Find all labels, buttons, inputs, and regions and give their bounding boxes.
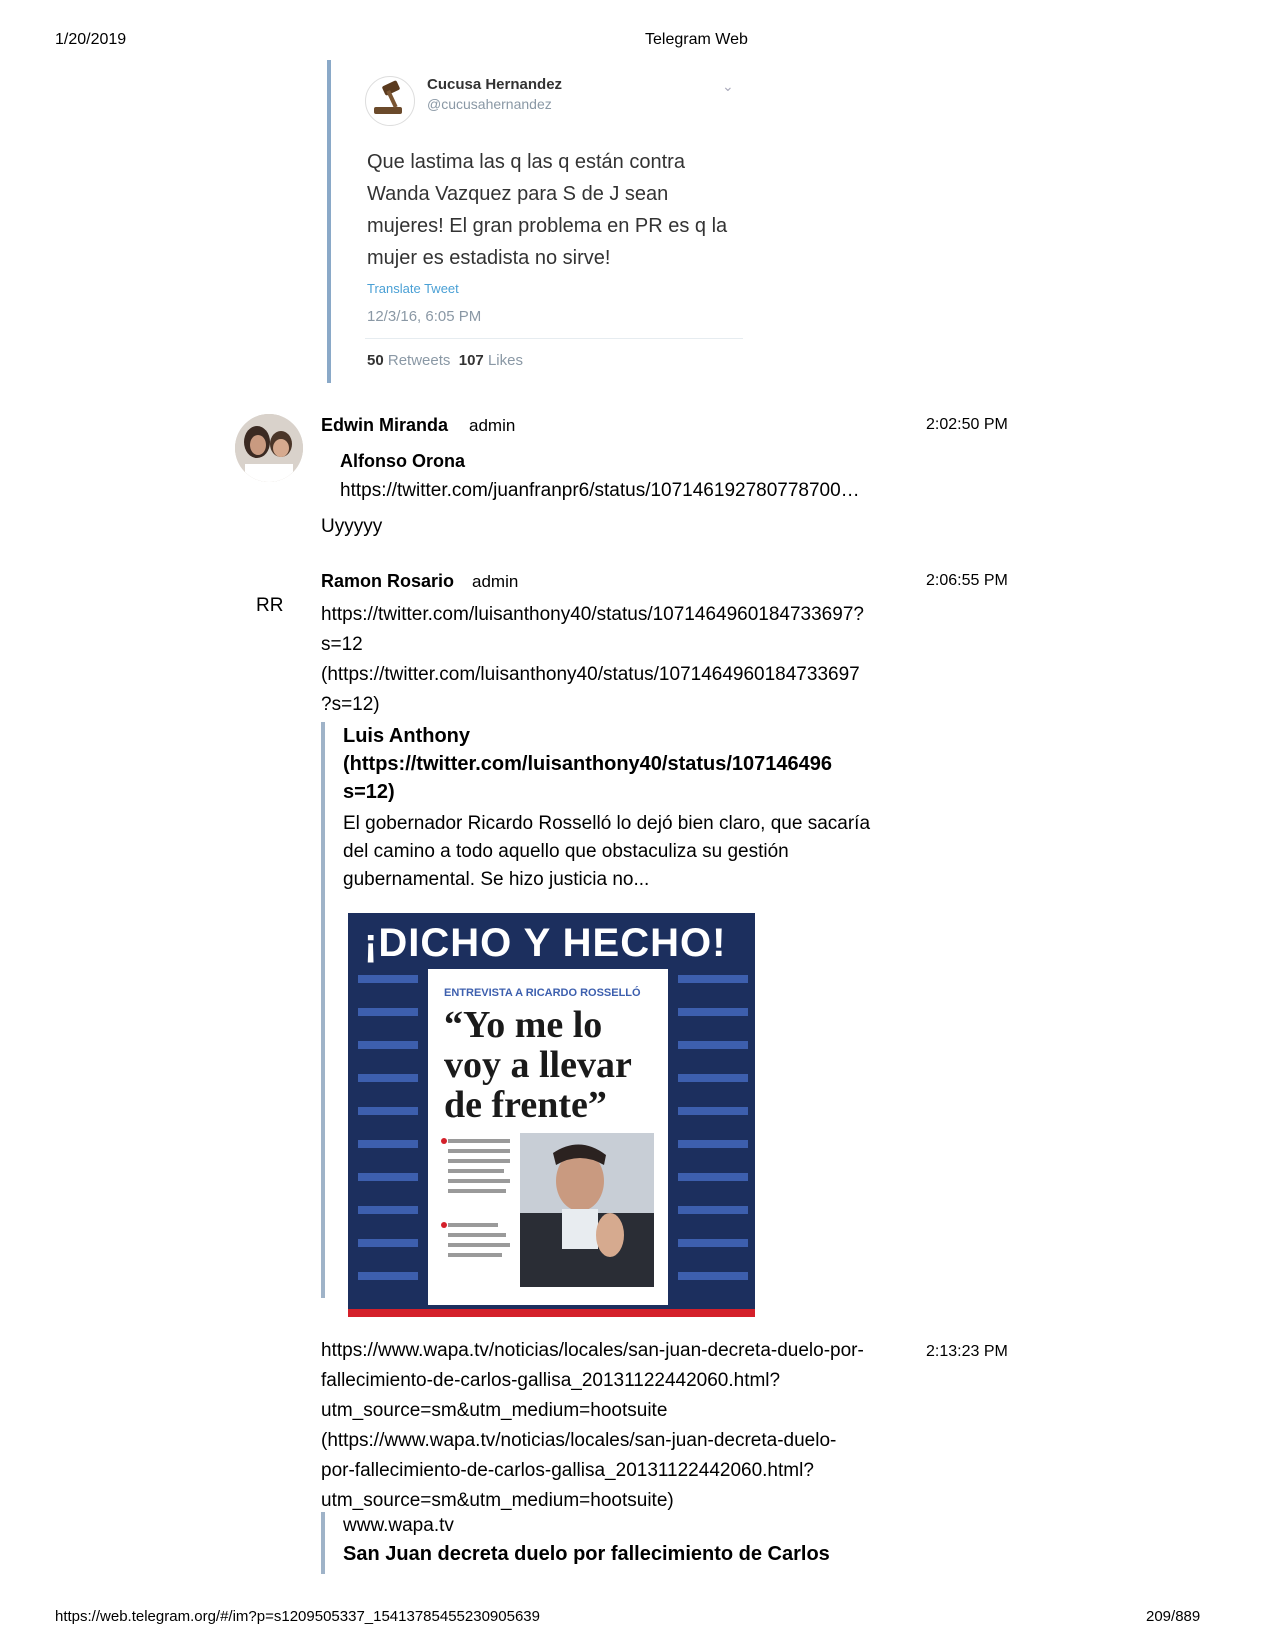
link-preview-image[interactable] (348, 913, 755, 1317)
tweet-card (365, 64, 745, 384)
sender-name[interactable]: Ramon Rosario (321, 571, 455, 591)
text-line: https://twitter.com/luisanthony40/status/1071464960184733697? (321, 604, 864, 625)
message-time: 2:13:23 PM (926, 1343, 1008, 1360)
text-line: por-fallecimiento-de-carlos-gallisa_20131122442060.html? (321, 1460, 814, 1481)
avatar-initials[interactable]: RR (256, 595, 284, 616)
link-preview-title[interactable]: San Juan decreta duelo por fallecimiento de Carlos (343, 1543, 830, 1565)
message-text: Uyyyyy (321, 516, 383, 537)
link-preview-title[interactable] (343, 722, 923, 806)
tweet-stats (367, 352, 523, 369)
text-line: fallecimiento-de-carlos-gallisa_20131122442060.html? (321, 1370, 781, 1391)
chevron-down-icon: ⌄ (722, 78, 734, 94)
preview-title-line: Luis Anthony (343, 725, 471, 747)
translate-tweet-link[interactable]: Translate Tweet (367, 281, 459, 296)
retweets-label: Retweets (387, 352, 451, 369)
print-title: Telegram Web (645, 31, 748, 48)
quote-line: de frente” (444, 1084, 607, 1126)
text-line: utm_source=sm&utm_medium=hootsuite) (321, 1490, 674, 1511)
reply-text[interactable]: https://twitter.com/juanfranpr6/status/107146192780778700… (340, 480, 860, 501)
message-link-text[interactable] (321, 1336, 921, 1516)
tweet-author-name: Cucusa Hernandez (427, 76, 563, 93)
quote-line: voy a llevar (444, 1044, 632, 1086)
sender-name[interactable]: Edwin Miranda (321, 415, 449, 435)
text-line: https://www.wapa.tv/noticias/locales/san-juan-decreta-duelo-por- (321, 1340, 864, 1361)
reply-author[interactable]: Alfonso Orona (340, 451, 465, 471)
link-preview-description (343, 810, 923, 894)
quote-bar (321, 722, 325, 1298)
image-kicker: ENTREVISTA A RICARDO ROSSELLÓ (444, 987, 641, 999)
text-line: ?s=12) (321, 694, 380, 715)
text-line: (https://www.wapa.tv/noticias/locales/san-juan-decreta-duelo- (321, 1430, 837, 1451)
message-time: 2:02:50 PM (926, 416, 1008, 433)
quote-line: “Yo me lo (444, 1004, 603, 1046)
print-date: 1/20/2019 (55, 31, 127, 48)
admin-badge: admin (472, 572, 519, 591)
avatar[interactable] (235, 414, 303, 482)
print-url: https://web.telegram.org/#/im?p=s1209505337_15413785455230905639 (55, 1608, 540, 1625)
tweet-text: Que lastima las q las q están contra Wanda Vazquez para S de J sean mujeres! El gran problema en PR es q la mujer es estadista no sirve! (367, 151, 728, 269)
tweet-author-handle: @cucusahernandez (427, 96, 552, 112)
image-quote (444, 1005, 632, 1125)
quote-bar (327, 60, 331, 383)
retweet-count: 50 (367, 352, 384, 369)
preview-desc-line: El gobernador Ricardo Rosselló lo dejó bien claro, que sacaría (343, 813, 871, 834)
preview-desc-line: gubernamental. Se hizo justicia no... (343, 869, 650, 890)
divider (365, 338, 743, 339)
like-count: 107 (458, 352, 484, 369)
print-page-number: 209/889 (1146, 1608, 1201, 1625)
message-time: 2:06:55 PM (926, 572, 1008, 589)
quote-bar (321, 1512, 325, 1574)
text-line: s=12 (321, 634, 363, 655)
preview-desc-line: del camino a todo aquello que obstaculiza su gestión (343, 841, 789, 862)
image-headline: ¡DICHO Y HECHO! (364, 921, 727, 965)
gavel-avatar-icon (365, 76, 415, 126)
admin-badge: admin (469, 416, 516, 435)
tweet-date: 12/3/16, 6:05 PM (367, 308, 482, 325)
text-line: (https://twitter.com/luisanthony40/status/1071464960184733697 (321, 664, 860, 685)
message-link-text[interactable] (321, 600, 921, 720)
preview-title-line: s=12) (343, 781, 395, 803)
text-line: utm_source=sm&utm_medium=hootsuite (321, 1400, 668, 1421)
link-preview-site[interactable]: www.wapa.tv (343, 1515, 454, 1536)
likes-label: Likes (487, 352, 523, 369)
preview-title-line: (https://twitter.com/luisanthony40/status/107146496 (343, 753, 833, 775)
